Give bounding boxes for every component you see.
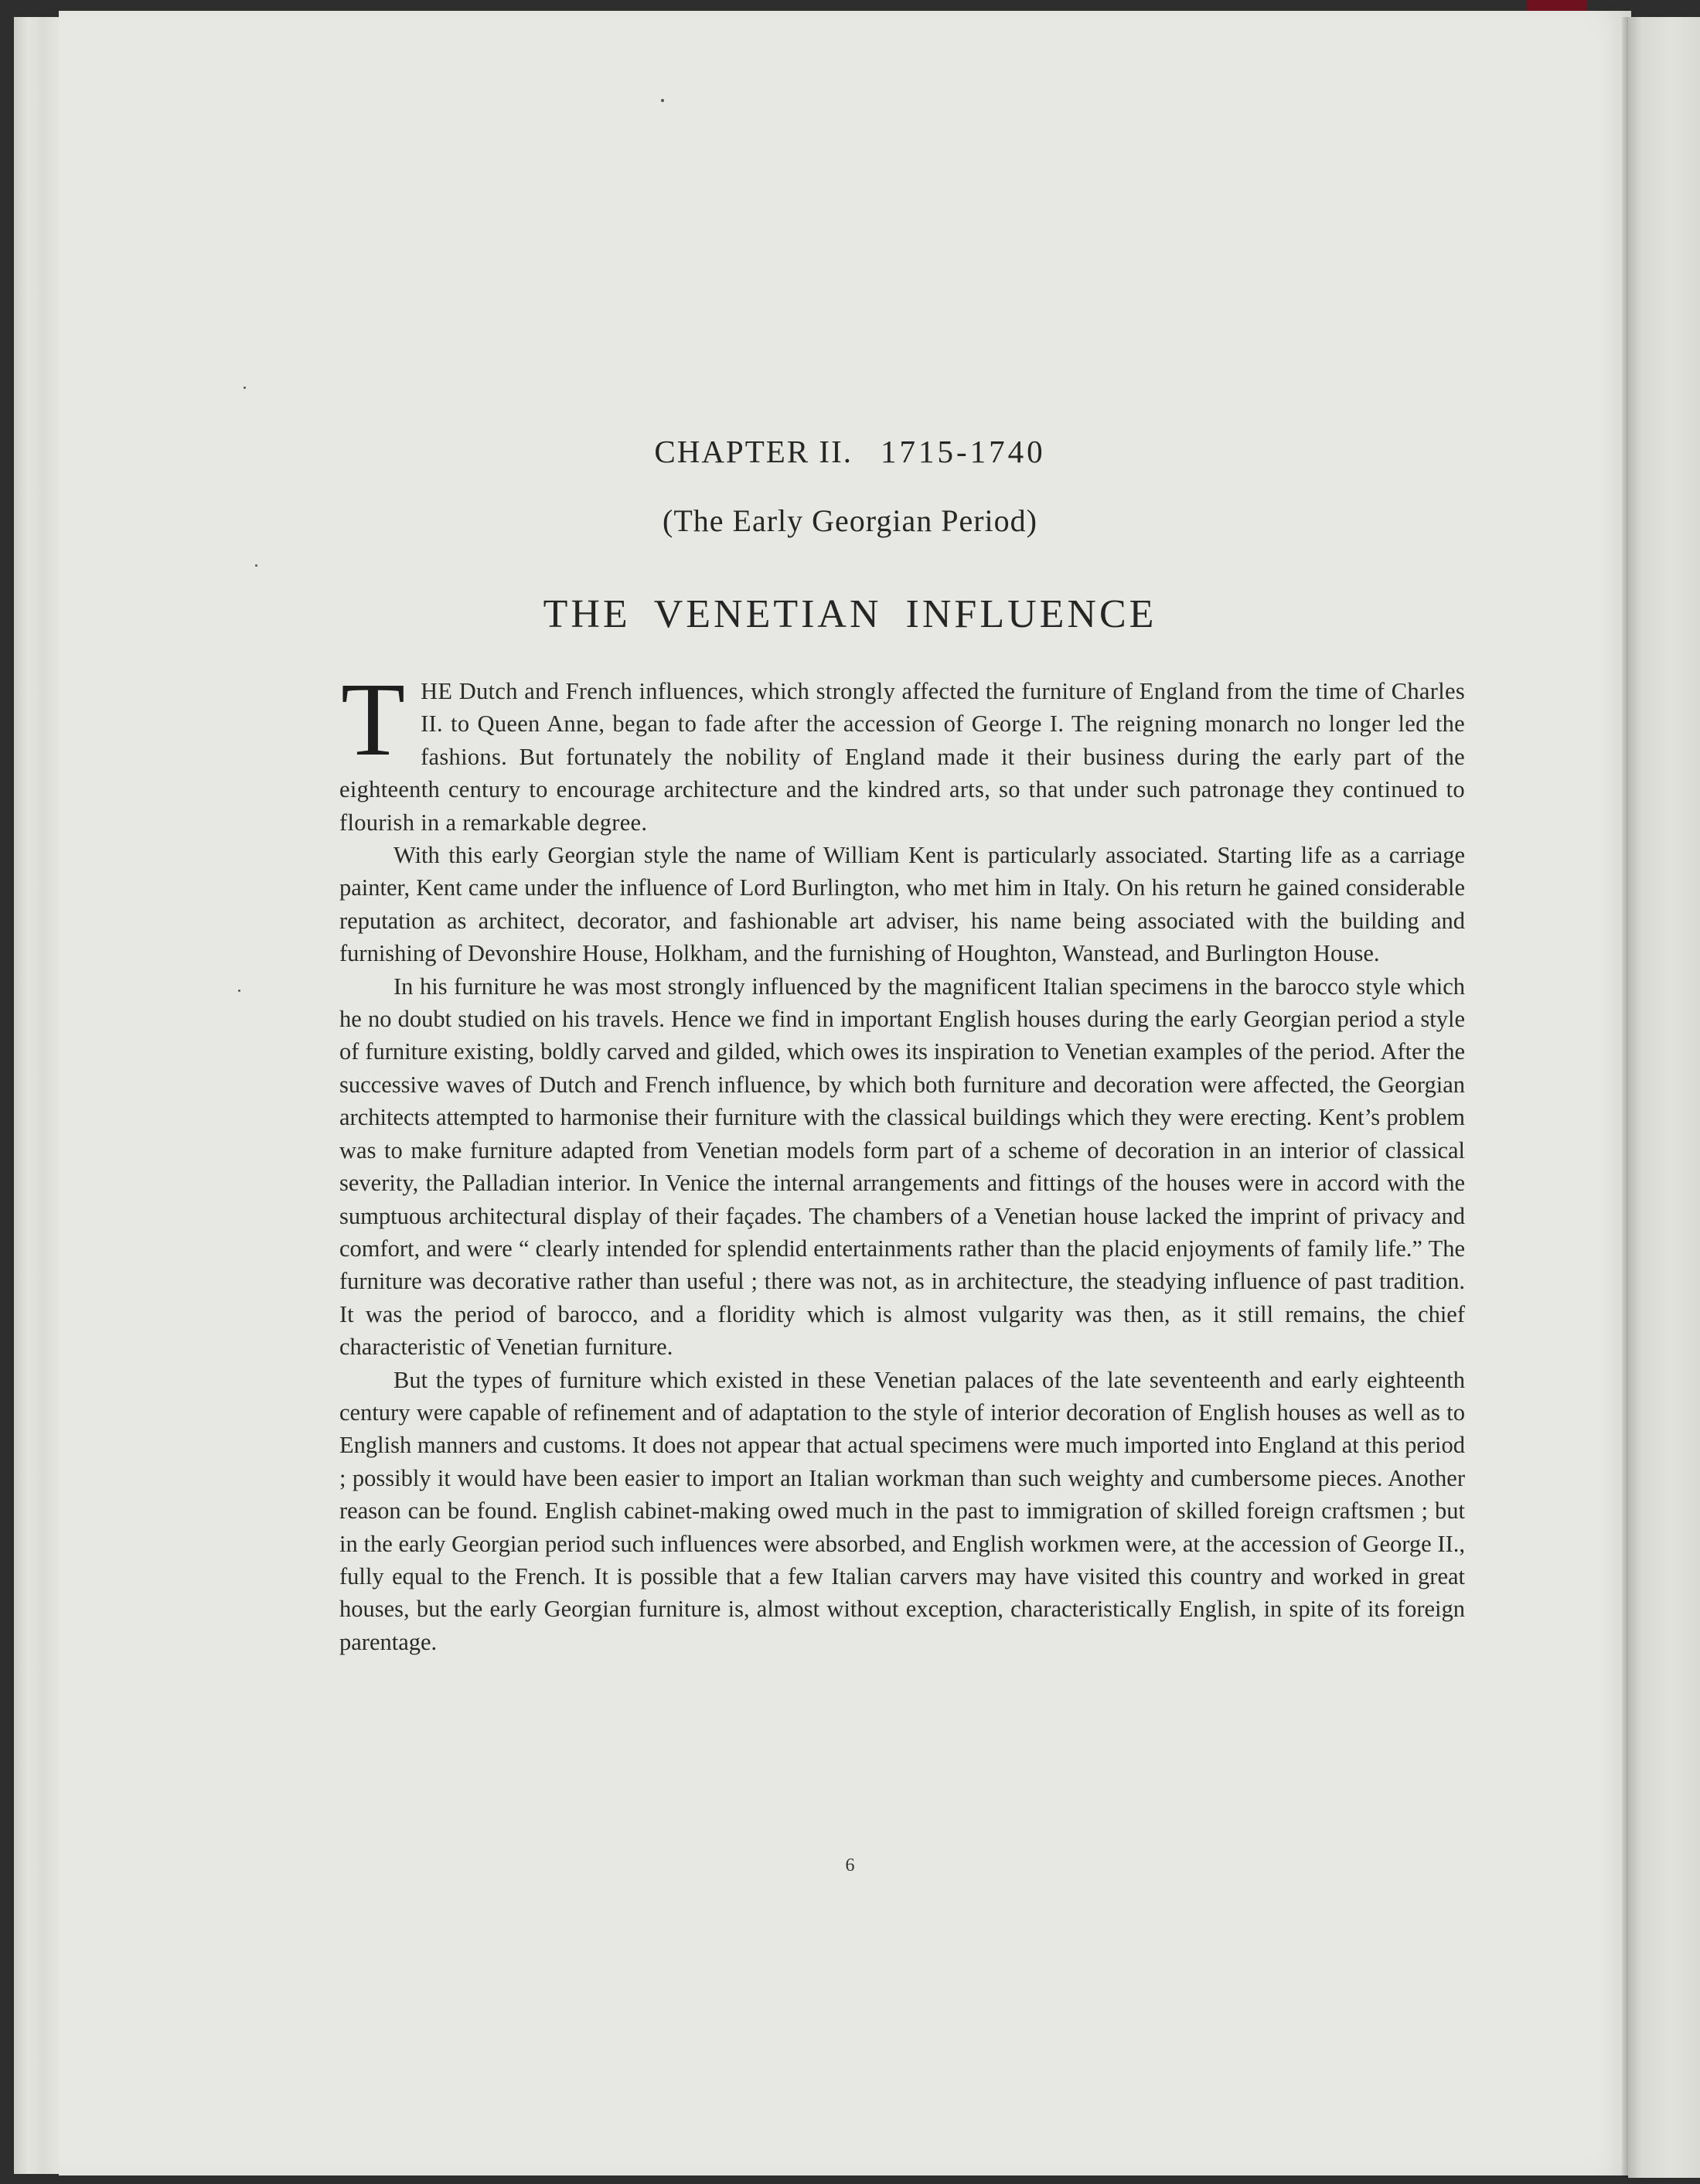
chapter-years: 1715-1740	[880, 434, 1046, 469]
right-page-leaf	[1628, 17, 1700, 2178]
paragraph-2: With this early Georgian style the name of William Kent is particularly associated. Starting life as a carriage painter, Kent came under the influence of Lord Burlington, who met him in Italy. On his return he gained considerable reputation as architect, decorator, and fashionable art adviser, his name being associated with the building and furnishing of Devonshire House, Holkham, and the furnishing of Houghton, Wanstead, and Burlington House.	[339, 842, 1465, 967]
paragraph-3: In his furniture he was most strongly influenced by the magnificent Italian specimens in the barocco style which he no doubt studied on his travels. Hence we find in important English houses during the early Georgian period a style of furniture existing, boldly carved and gilded, which owes its inspiration to Venetian examples of the period. After the successive waves of Dutch and French influence, by which both furniture and decoration were affected, the Georgian architects attempted to harmonise their furniture with the classical buildings which they were erecting. Kent’s problem was to make furniture adapted from Venetian models form part of a scheme of decoration in an interior of classical severity, the Palladian interior. In Venice the internal arrangements and fittings of the houses were in accord with the sumptuous architectural display of their façades. The chambers of a Venetian house lacked the imprint of privacy and comfort, and were “ clearly intended for splendid entertainments rather than the placid enjoyments of family life.” The furniture was decorative rather than useful ; there was not, as in architecture, the steadying influence of past tradition. It was the period of barocco, and a floridity which is almost vulgarity was then, as it still remains, the chief characteristic of Venetian furniture.	[339, 973, 1465, 1361]
page-title: THE VENETIAN INFLUENCE	[543, 592, 1157, 636]
left-page-edges	[14, 17, 62, 2174]
chapter-label: CHAPTER II.	[654, 434, 853, 469]
paragraph-1	[339, 662, 1465, 839]
paragraph-1-text: HE Dutch and French influences, which strongly affected the furniture of England from the time of Charles II. to Queen Anne, began to fade after the accession of George I. The reigning monarch no longer led the fashions. But fortunately the nobility of England made it their business during the early part of the eighteenth century to encourage architecture and the kindred arts, so that under such patronage they continued to flourish in a remarkable degree.	[339, 678, 1465, 836]
chapter-heading	[0, 433, 1700, 470]
paper-speck	[238, 990, 240, 992]
page-number: 6	[845, 1855, 855, 1876]
period-subtitle: (The Early Georgian Period)	[663, 503, 1037, 538]
paper-speck	[661, 99, 664, 102]
paper-speck	[244, 387, 246, 389]
paragraph-4: But the types of furniture which existed in these Venetian palaces of the late seventeenth and early eighteenth century were capable of refinement and of adaptation to the style of interior decoration of English houses as well as to English manners and customs. It does not appear that actual specimens were much imported into England at this period ; possibly it would have been easier to import an Italian workman than such weighty and cumbersome pieces. Another reason can be found. English cabinet-making owed much in the past to immigration of skilled foreign craftsmen ; but in the early Georgian period such influences were absorbed, and English workmen were, at the accession of George II., fully equal to the French. It is possible that a few Italian carvers may have visited this country and worked in great houses, but the early Georgian furniture is, almost without exception, characteristically English, in spite of its foreign parentage.	[339, 1366, 1466, 1655]
article-body	[339, 662, 1466, 1658]
paper-speck	[255, 564, 257, 567]
drop-cap: T	[341, 662, 406, 778]
